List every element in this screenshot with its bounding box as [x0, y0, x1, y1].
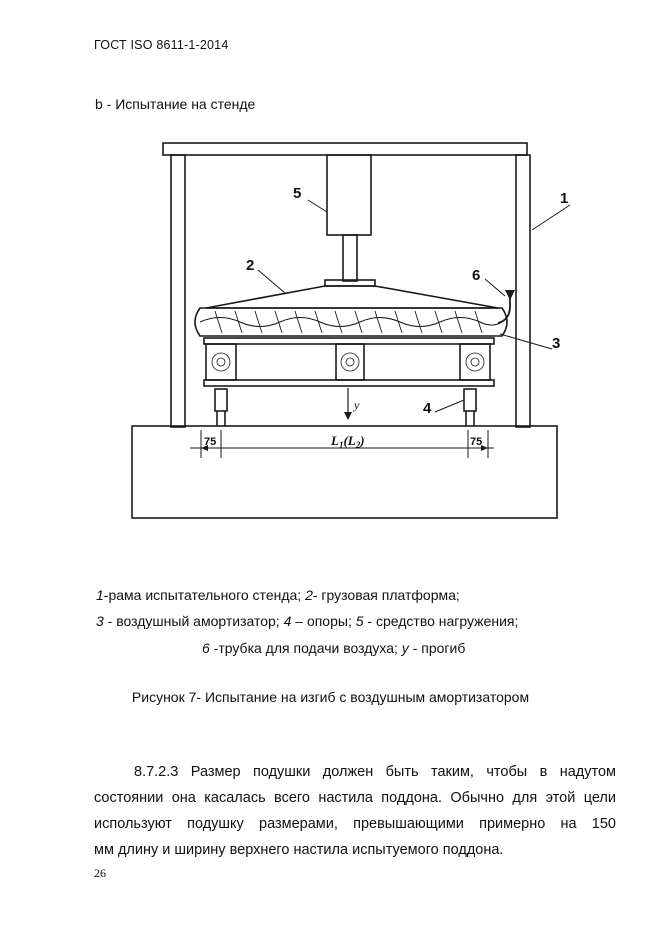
callout-4: 4	[423, 400, 432, 417]
dim-span-label: $L_1(L_2)$	[331, 433, 365, 450]
paragraph-line-3: используют подушку размерами, превышающими примерно на 150	[94, 816, 616, 832]
figure-subtitle: b - Испытание на стенде	[95, 96, 256, 112]
dim-right-75: 75	[470, 436, 483, 448]
frame-left-post	[171, 155, 185, 427]
support-left	[215, 389, 227, 411]
callout-1: 1	[560, 190, 569, 207]
legend-line-1: 1-рама испытательного стенда; 2- грузовая платформа;	[96, 587, 460, 603]
paragraph-line-4: мм длину и ширину верхнего настила испытуемого поддона.	[94, 842, 504, 858]
callout-3: 3	[552, 335, 561, 352]
test-stand-drawing	[120, 130, 569, 530]
pallet-bottom-deck	[204, 380, 494, 386]
frame-right-post	[516, 155, 530, 427]
loading-cylinder	[327, 155, 371, 235]
pallet-block-middle	[336, 344, 364, 380]
document-header: ГОСТ ISO 8611-1-2014	[94, 38, 229, 52]
paragraph-line-1: 8.7.2.3 Размер подушки должен быть таким, чтобы в надутом	[134, 764, 616, 780]
legend-line-3: 6 -трубка для подачи воздуха; у - прогиб	[202, 640, 466, 656]
legend-line-2: 3 - воздушный амортизатор; 4 – опоры; 5 - средство нагружения;	[96, 613, 519, 629]
frame-top-beam	[163, 143, 527, 155]
page-number: 26	[94, 866, 106, 880]
pallet-block-left	[206, 344, 236, 380]
dim-left-75: 75	[204, 436, 217, 448]
deflection-label: y	[354, 398, 360, 412]
callout-6: 6	[472, 267, 481, 284]
load-platform	[206, 286, 498, 308]
figure-caption: Рисунок 7- Испытание на изгиб с воздушным амортизатором	[131, 689, 530, 705]
callout-5: 5	[293, 185, 302, 202]
pallet-block-right	[460, 344, 490, 380]
callout-2: 2	[246, 257, 255, 274]
paragraph-line-2: состоянии она касалась всего настила поддона. Обычно для этой цели	[94, 790, 616, 806]
pallet-top-deck	[204, 338, 494, 344]
support-right	[464, 389, 476, 411]
loading-rod	[343, 235, 357, 281]
